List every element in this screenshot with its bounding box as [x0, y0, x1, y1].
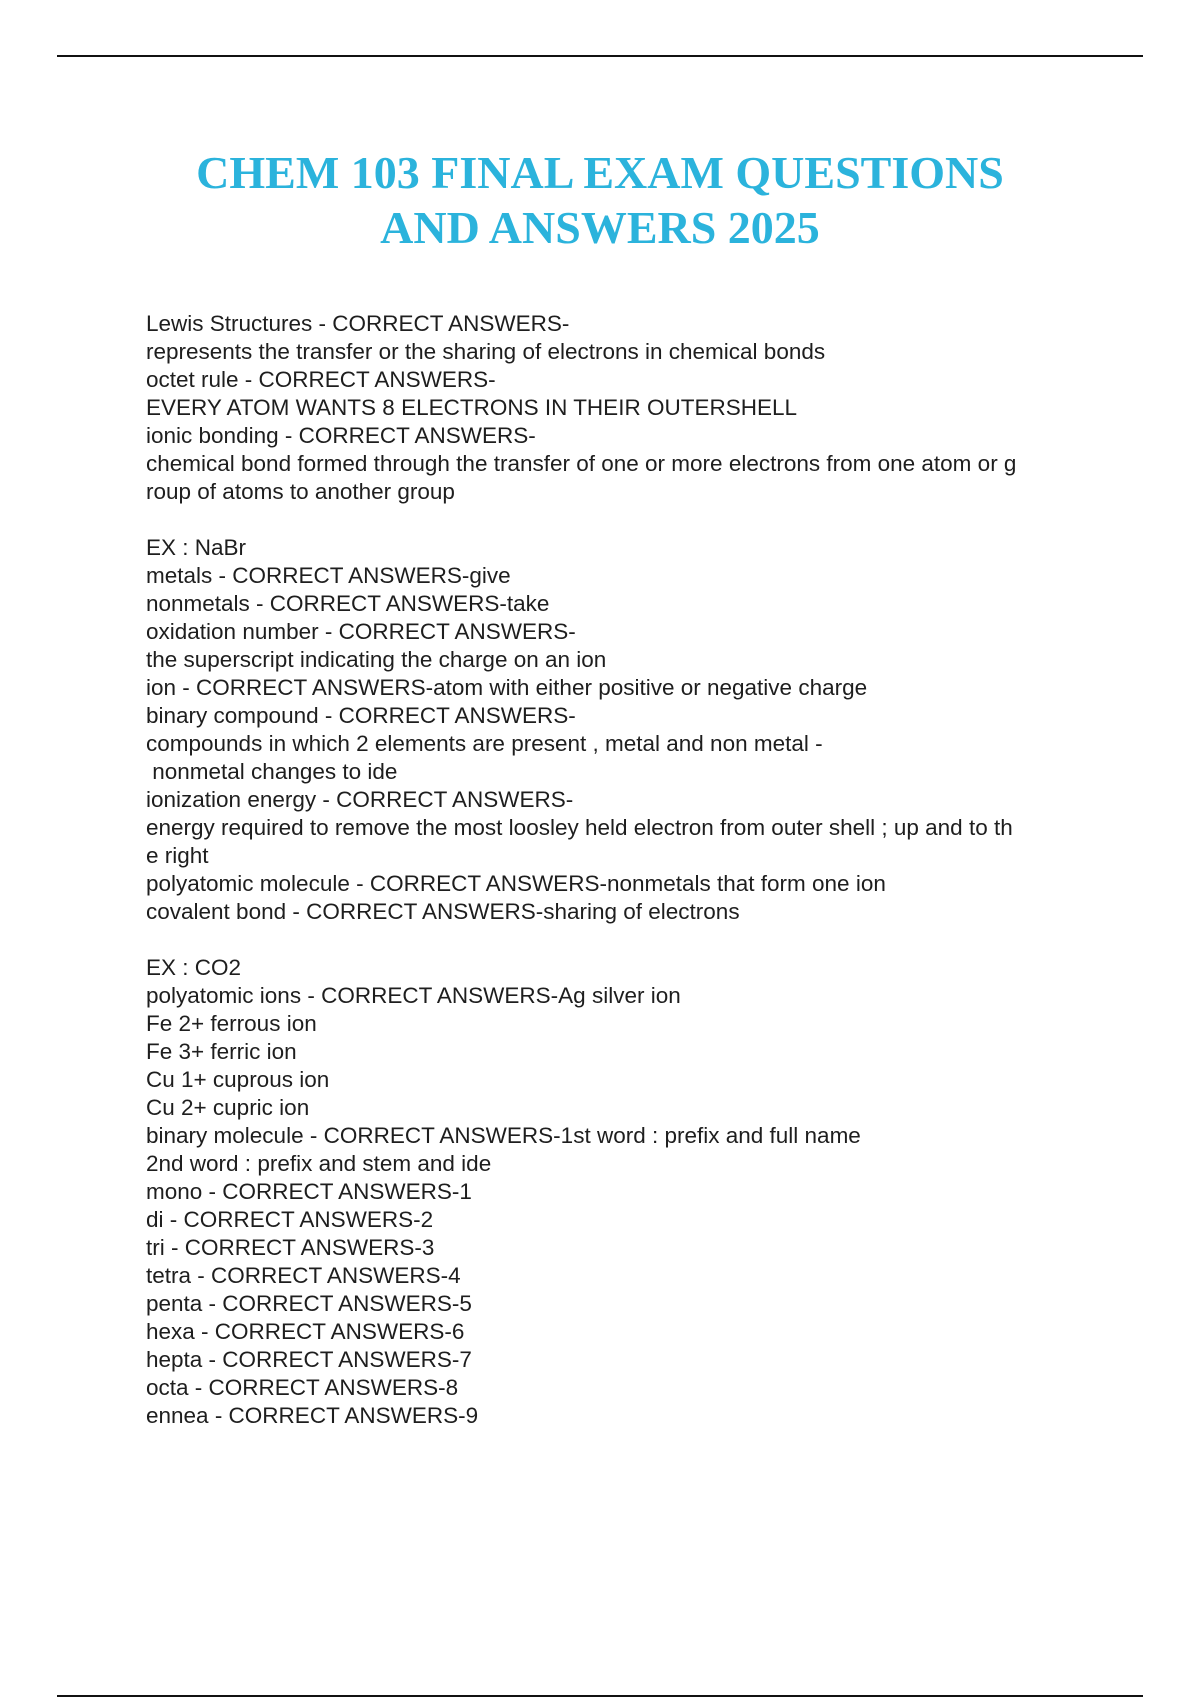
text-line: EX : CO2 — [146, 955, 242, 980]
text-line: ionization energy - CORRECT ANSWERS- — [146, 787, 574, 812]
text-line: tri - CORRECT ANSWERS-3 — [146, 1235, 435, 1260]
text-line: nonmetal changes to ide — [146, 759, 398, 784]
blank-line — [146, 506, 1106, 534]
text-line: octa - CORRECT ANSWERS-8 — [146, 1375, 459, 1400]
text-line: ionic bonding - CORRECT ANSWERS- — [146, 423, 536, 448]
text-line: tetra - CORRECT ANSWERS-4 — [146, 1263, 461, 1288]
text-line: the superscript indicating the charge on an ion — [146, 647, 607, 672]
header-rule — [57, 55, 1143, 57]
text-line: EVERY ATOM WANTS 8 ELECTRONS IN THEIR OUTERSHELL — [146, 395, 797, 420]
text-line: Cu 2+ cupric ion — [146, 1095, 310, 1120]
text-line: nonmetals - CORRECT ANSWERS-take — [146, 591, 550, 616]
text-line: Cu 1+ cuprous ion — [146, 1067, 330, 1092]
text-line: polyatomic ions - CORRECT ANSWERS-Ag silver ion — [146, 983, 681, 1008]
text-line: penta - CORRECT ANSWERS-5 — [146, 1291, 472, 1316]
text-line: hexa - CORRECT ANSWERS-6 — [146, 1319, 465, 1344]
document-body — [146, 310, 1106, 1430]
text-line: metals - CORRECT ANSWERS-give — [146, 563, 511, 588]
text-line: Lewis Structures - CORRECT ANSWERS- — [146, 311, 570, 336]
text-line: Fe 2+ ferrous ion — [146, 1011, 317, 1036]
footer-rule — [57, 1695, 1143, 1697]
text-line: covalent bond - CORRECT ANSWERS-sharing of electrons — [146, 899, 740, 924]
text-line: compounds in which 2 elements are present , metal and non metal - — [146, 731, 823, 756]
text-line: e right — [146, 843, 209, 868]
text-line: 2nd word : prefix and stem and ide — [146, 1151, 492, 1176]
text-line: hepta - CORRECT ANSWERS-7 — [146, 1347, 472, 1372]
page-title-line-1: CHEM 103 FINAL EXAM QUESTIONS — [196, 147, 1004, 198]
blank-line — [146, 926, 1106, 954]
text-line: EX : NaBr — [146, 535, 247, 560]
text-line: binary compound - CORRECT ANSWERS- — [146, 703, 576, 728]
text-line: octet rule - CORRECT ANSWERS- — [146, 367, 496, 392]
page-title-line-2: AND ANSWERS 2025 — [380, 202, 820, 253]
text-line: represents the transfer or the sharing of electrons in chemical bonds — [146, 339, 826, 364]
text-line: polyatomic molecule - CORRECT ANSWERS-nonmetals that form one ion — [146, 871, 886, 896]
text-line: mono - CORRECT ANSWERS-1 — [146, 1179, 472, 1204]
text-line: oxidation number - CORRECT ANSWERS- — [146, 619, 576, 644]
text-line: roup of atoms to another group — [146, 479, 455, 504]
page-title — [0, 145, 1200, 255]
text-line: ion - CORRECT ANSWERS-atom with either positive or negative charge — [146, 675, 868, 700]
text-line: ennea - CORRECT ANSWERS-9 — [146, 1403, 479, 1428]
text-line: chemical bond formed through the transfer of one or more electrons from one atom or g — [146, 451, 1017, 476]
text-line: energy required to remove the most loosley held electron from outer shell ; up and to th — [146, 815, 1013, 840]
text-line: binary molecule - CORRECT ANSWERS-1st word : prefix and full name — [146, 1123, 861, 1148]
text-line: di - CORRECT ANSWERS-2 — [146, 1207, 434, 1232]
text-line: Fe 3+ ferric ion — [146, 1039, 297, 1064]
